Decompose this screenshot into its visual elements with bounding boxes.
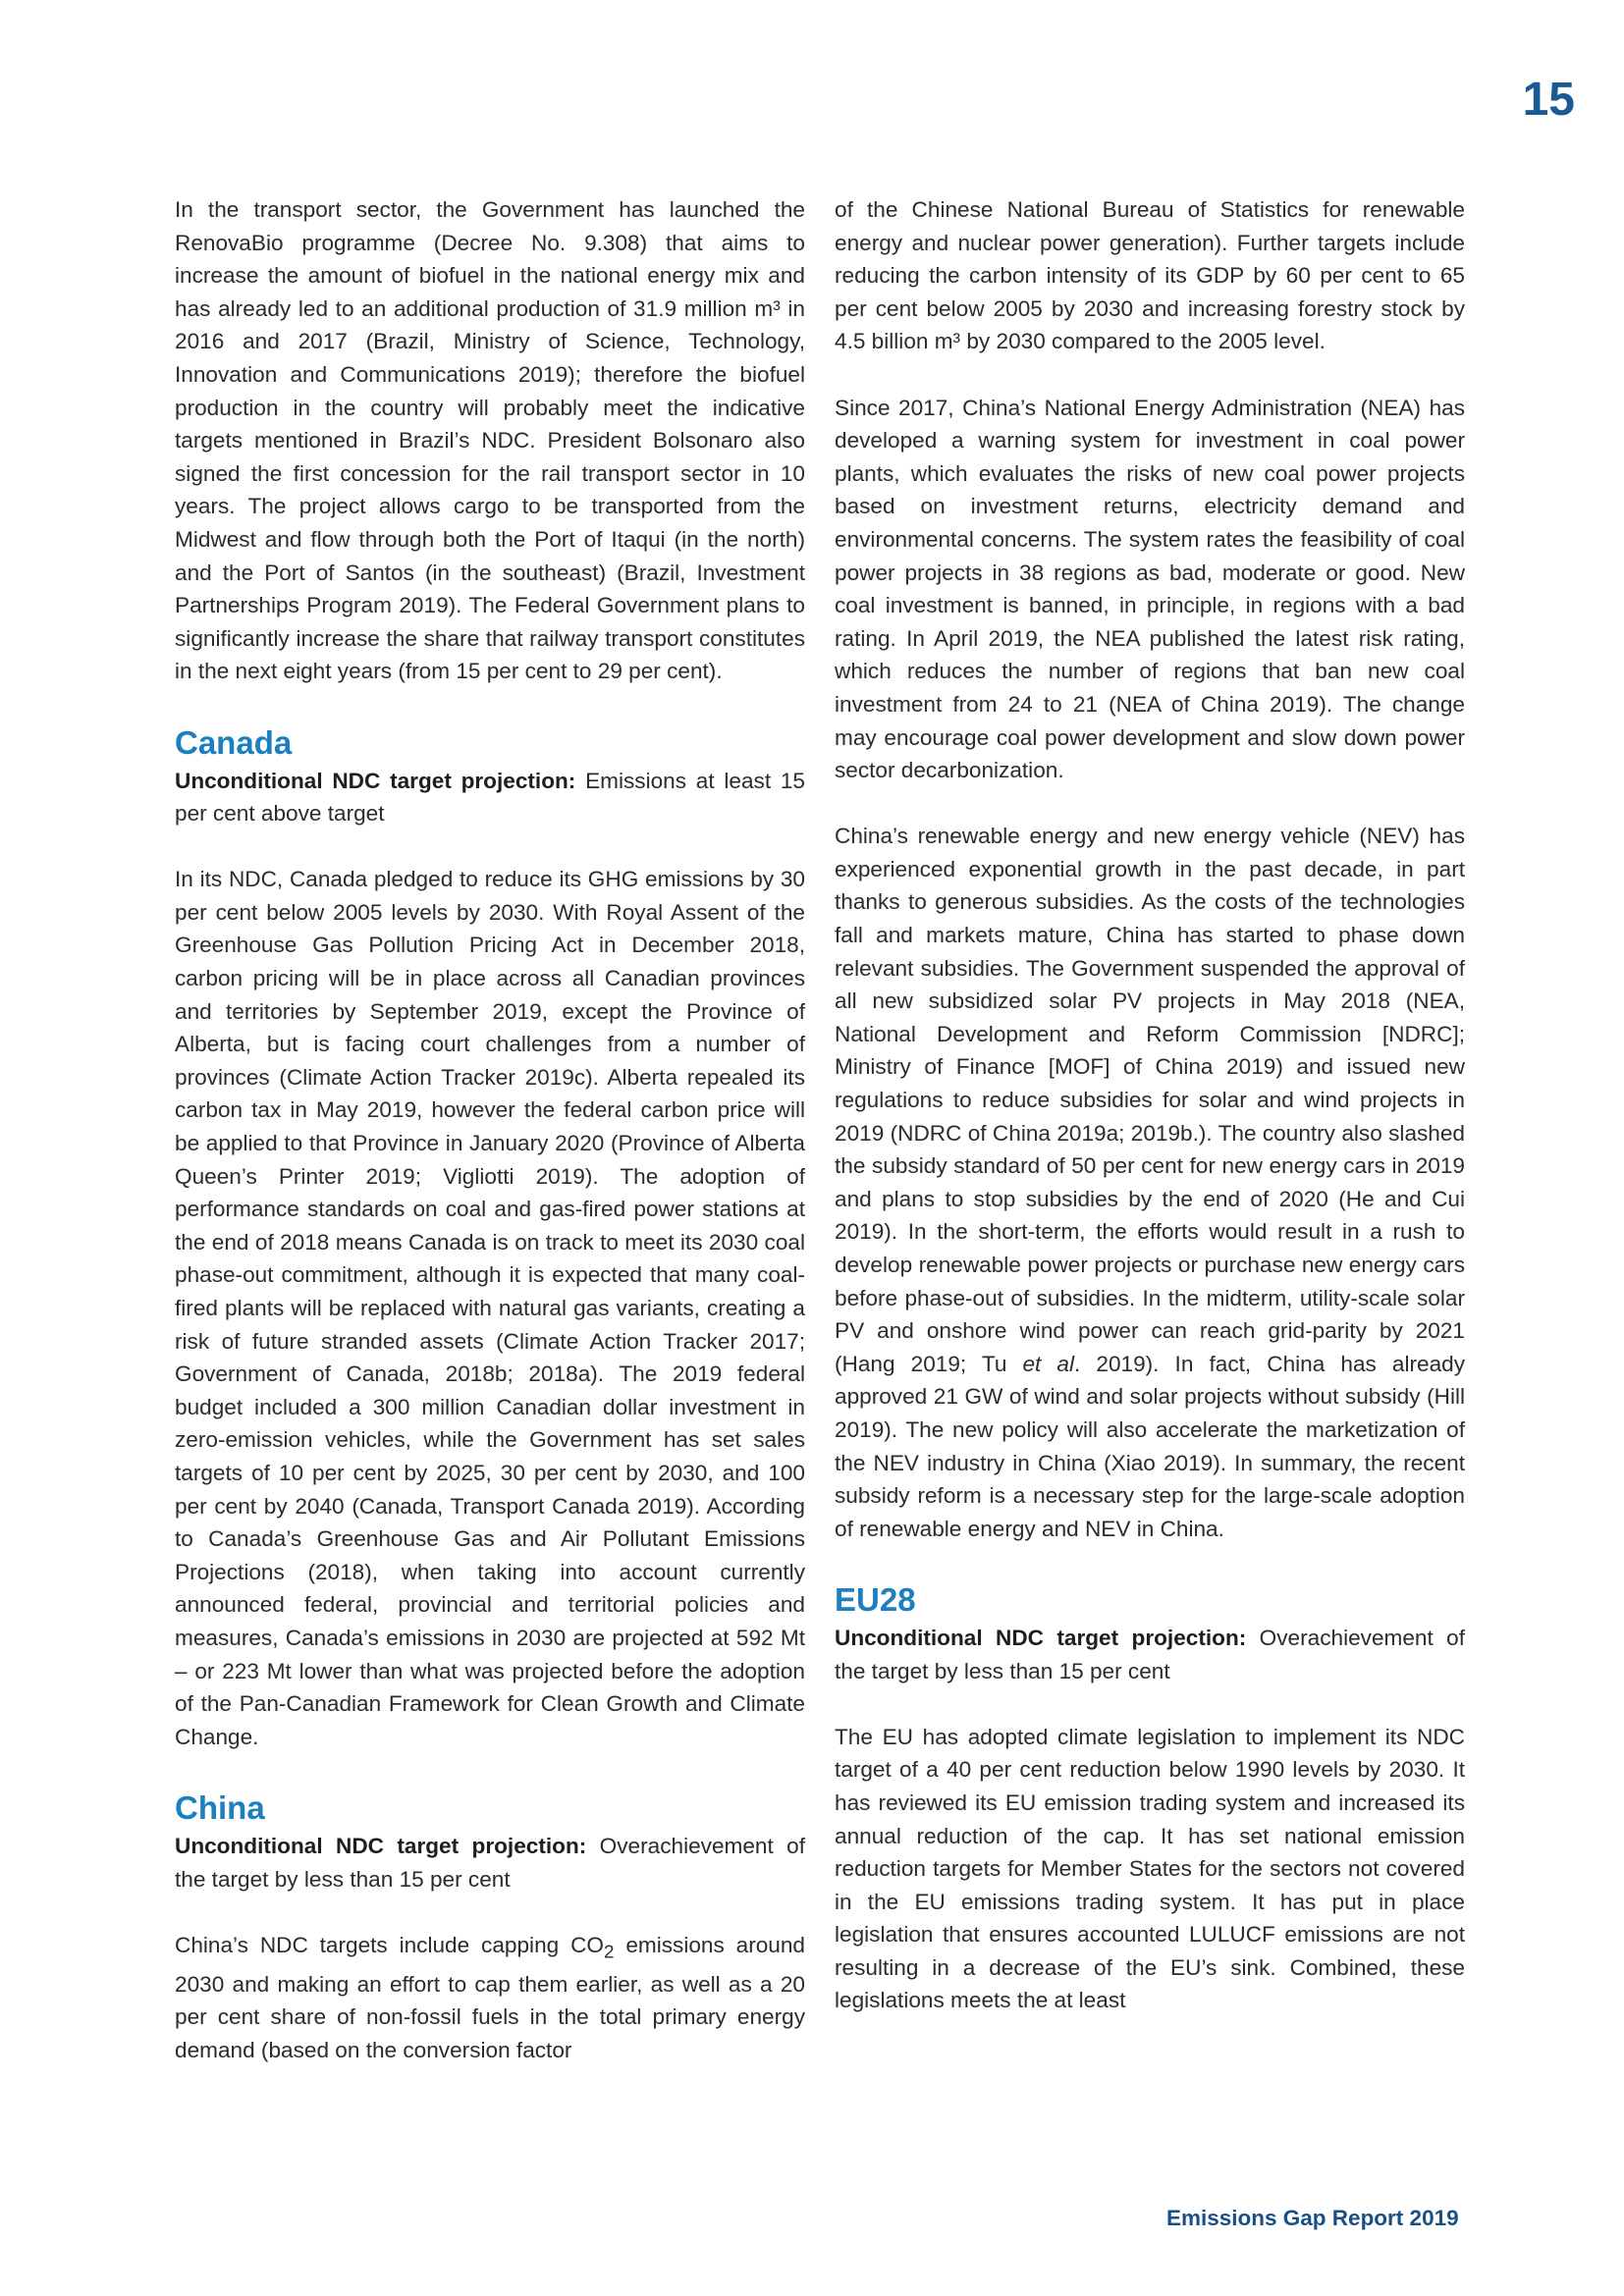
paragraph-china-ndc [175,1929,805,2067]
paragraph-china-nev [835,820,1465,1545]
paragraph-canada: In its NDC, Canada pledged to reduce its GHG emissions by 30 per cent below 2005 levels by 2030. With Royal Assent of the Greenhouse Gas Pollution Pricing Act in December 2018, carbon pricing will be in place across all Canadian provinces and territories by September 2019, except the Province of Alberta, but is facing court challenges from a number of provinces (Climate Action Tracker 2019c). Alberta repealed its carbon tax in May 2019, however the federal carbon price will be applied to that Province in January 2020 (Province of Alberta Queen’s Printer 2019; Vigliotti 2019). The adoption of performance standards on coal and gas-fired power stations at the end of 2018 means Canada is on track to meet its 2030 coal phase-out commitment, although it is expected that many coal-fired plants will be replaced with natural gas variants, creating a risk of future stranded assets (Climate Action Tracker 2017; Government of Canada, 2018b; 2018a). The 2019 federal budget included a 300 million Canadian dollar investment in zero-emission vehicles, while the Government has set sales targets of 10 per cent by 2025, 30 per cent by 2030, and 100 per cent by 2040 (Canada, Transport Canada 2019). According to Canada’s Greenhouse Gas and Air Pollutant Emissions Projections (2018), when taking into account currently announced federal, provincial and territorial policies and measures, Canada’s emissions in 2030 are projected at 592 Mt – or 223 Mt lower than what was projected before the adoption of the Pan-Canadian Framework for Clean Growth and Climate Change. [175,867,805,1749]
paragraph-eu28: The EU has adopted climate legislation to implement its NDC target of a 40 per cent reduction below 1990 levels by 2030. It has reviewed its EU emission trading system and increased its annual reduction of the cap. It has set national emission reduction targets for Member States for the sectors not covered in the EU emissions trading system. It has put in place legislation that ensures accounted LULUCF emissions are not resulting in a decrease of the EU’s sink. Combined, these legislations meets the at least [835,1724,1465,2013]
target-label: Unconditional NDC target projection: [835,1625,1247,1650]
text-fragment: . 2019). In fact, China has already approved 21 GW of wind and solar projects without subsidy (Hill 2019). The new policy will also accelerate the marketization of the NEV industry in China (Xiao 2019). In summary, the recent subsidy reform is a necessary step for the large-scale adoption of renewable energy and NEV in China. [835,1351,1466,1541]
section-heading-eu28: EU28 [835,1580,916,1618]
paragraph-brazil-transport: In the transport sector, the Government has launched the RenovaBio programme (Decree No. 9.308) that aims to increase the amount of biofuel in the national energy mix and has already led to an additional production of 31.9 million m³ in 2016 and 2017 (Brazil, Ministry of Science, Technology, Innovation and Communications 2019); therefore the biofuel production in the country will probably meet the indicative targets mentioned in Brazil’s NDC. President Bolsonaro also signed the first concession for the rail transport sector in 10 years. The project allows cargo to be transported from the Midwest and flow through both the Port of Itaqui (in the north) and the Port of Santos (in the southeast) (Brazil, Investment Partnerships Program 2019). The Federal Government plans to significantly increase the share that railway transport constitutes in the next eight years (from 15 per cent to 29 per cent). [175,197,805,684]
text-fragment: China’s renewable energy and new energy vehicle (NEV) has experienced exponential growth in the past decade, in part thanks to generous subsidies. As the costs of the technologies fall and markets mature, China has started to phase down relevant subsidies. The Government suspended the approval of all new subsidized solar PV projects in May 2018 (NEA, National Development and Reform Commission [NDRC]; Ministry of Finance [MOF] of China 2019) and issued new regulations to reduce subsidies for solar and wind projects in 2019 (NDRC of China 2019a; 2019b.). The country also slashed the subsidy standard of 50 per cent for new energy cars in 2019 and plans to stop subsidies by the end of 2020 (He and Cui 2019). In the short-term, the efforts would result in a rush to develop renewable power projects or purchase new energy cars before phase-out of subsidies. In the midterm, utility-scale solar PV and onshore wind power can reach grid-parity by 2021 (Hang 2019; Tu [835,824,1465,1376]
text-fragment: emissions around 2030 and making an effort to cap them earlier, as well as a 20 per cent share of non-fossil fuels in the total primary energy demand (based on the conversion factor [175,1932,805,2062]
paragraph-china-ndc-continued: of the Chinese National Bureau of Statistics for renewable energy and nuclear power generation). Further targets include reducing the carbon intensity of its GDP by 60 per cent to 65 per cent below 2005 by 2030 and increasing forestry stock by 4.5 billion m³ by 2030 compared to the 2005 level. [835,197,1465,354]
target-text: Overachievement of the target by less than 15 per cent [175,1833,805,1892]
target-label: Unconditional NDC target projection: [175,768,576,793]
subscript: 2 [603,1941,615,1962]
canada-target-projection [175,765,805,830]
target-text: Emissions at least 15 per cent above target [175,768,805,827]
section-heading-canada: Canada [175,723,293,761]
target-text: Overachievement of the target by less than 15 per cent [835,1625,1465,1683]
eu28-target-projection [835,1622,1465,1687]
text-fragment: China’s NDC targets include capping CO [175,1932,604,1957]
page-number: 15 [1522,74,1575,126]
paragraph-china-nea: Since 2017, China’s National Energy Administration (NEA) has developed a warning system for investment in coal power plants, which evaluates the risks of new coal power projects based on investment returns, electricity demand and environmental concerns. The system rates the feasibility of coal power projects in 38 regions as bad, moderate or good. New coal investment is banned, in principle, in regions with a bad rating. In April 2019, the NEA published the latest risk rating, which reduces the number of regions that ban new coal investment from 24 to 21 (NEA of China 2019). The change may encourage coal power development and slow down power sector decarbonization. [835,395,1465,783]
right-column [835,193,1465,2051]
report-footer: Emissions Gap Report 2019 [1166,2206,1459,2230]
left-column [175,193,805,2100]
target-label: Unconditional NDC target projection: [175,1833,587,1858]
section-heading-china: China [175,1789,265,1826]
italic-text: et al [1022,1351,1075,1376]
china-target-projection [175,1830,805,1896]
